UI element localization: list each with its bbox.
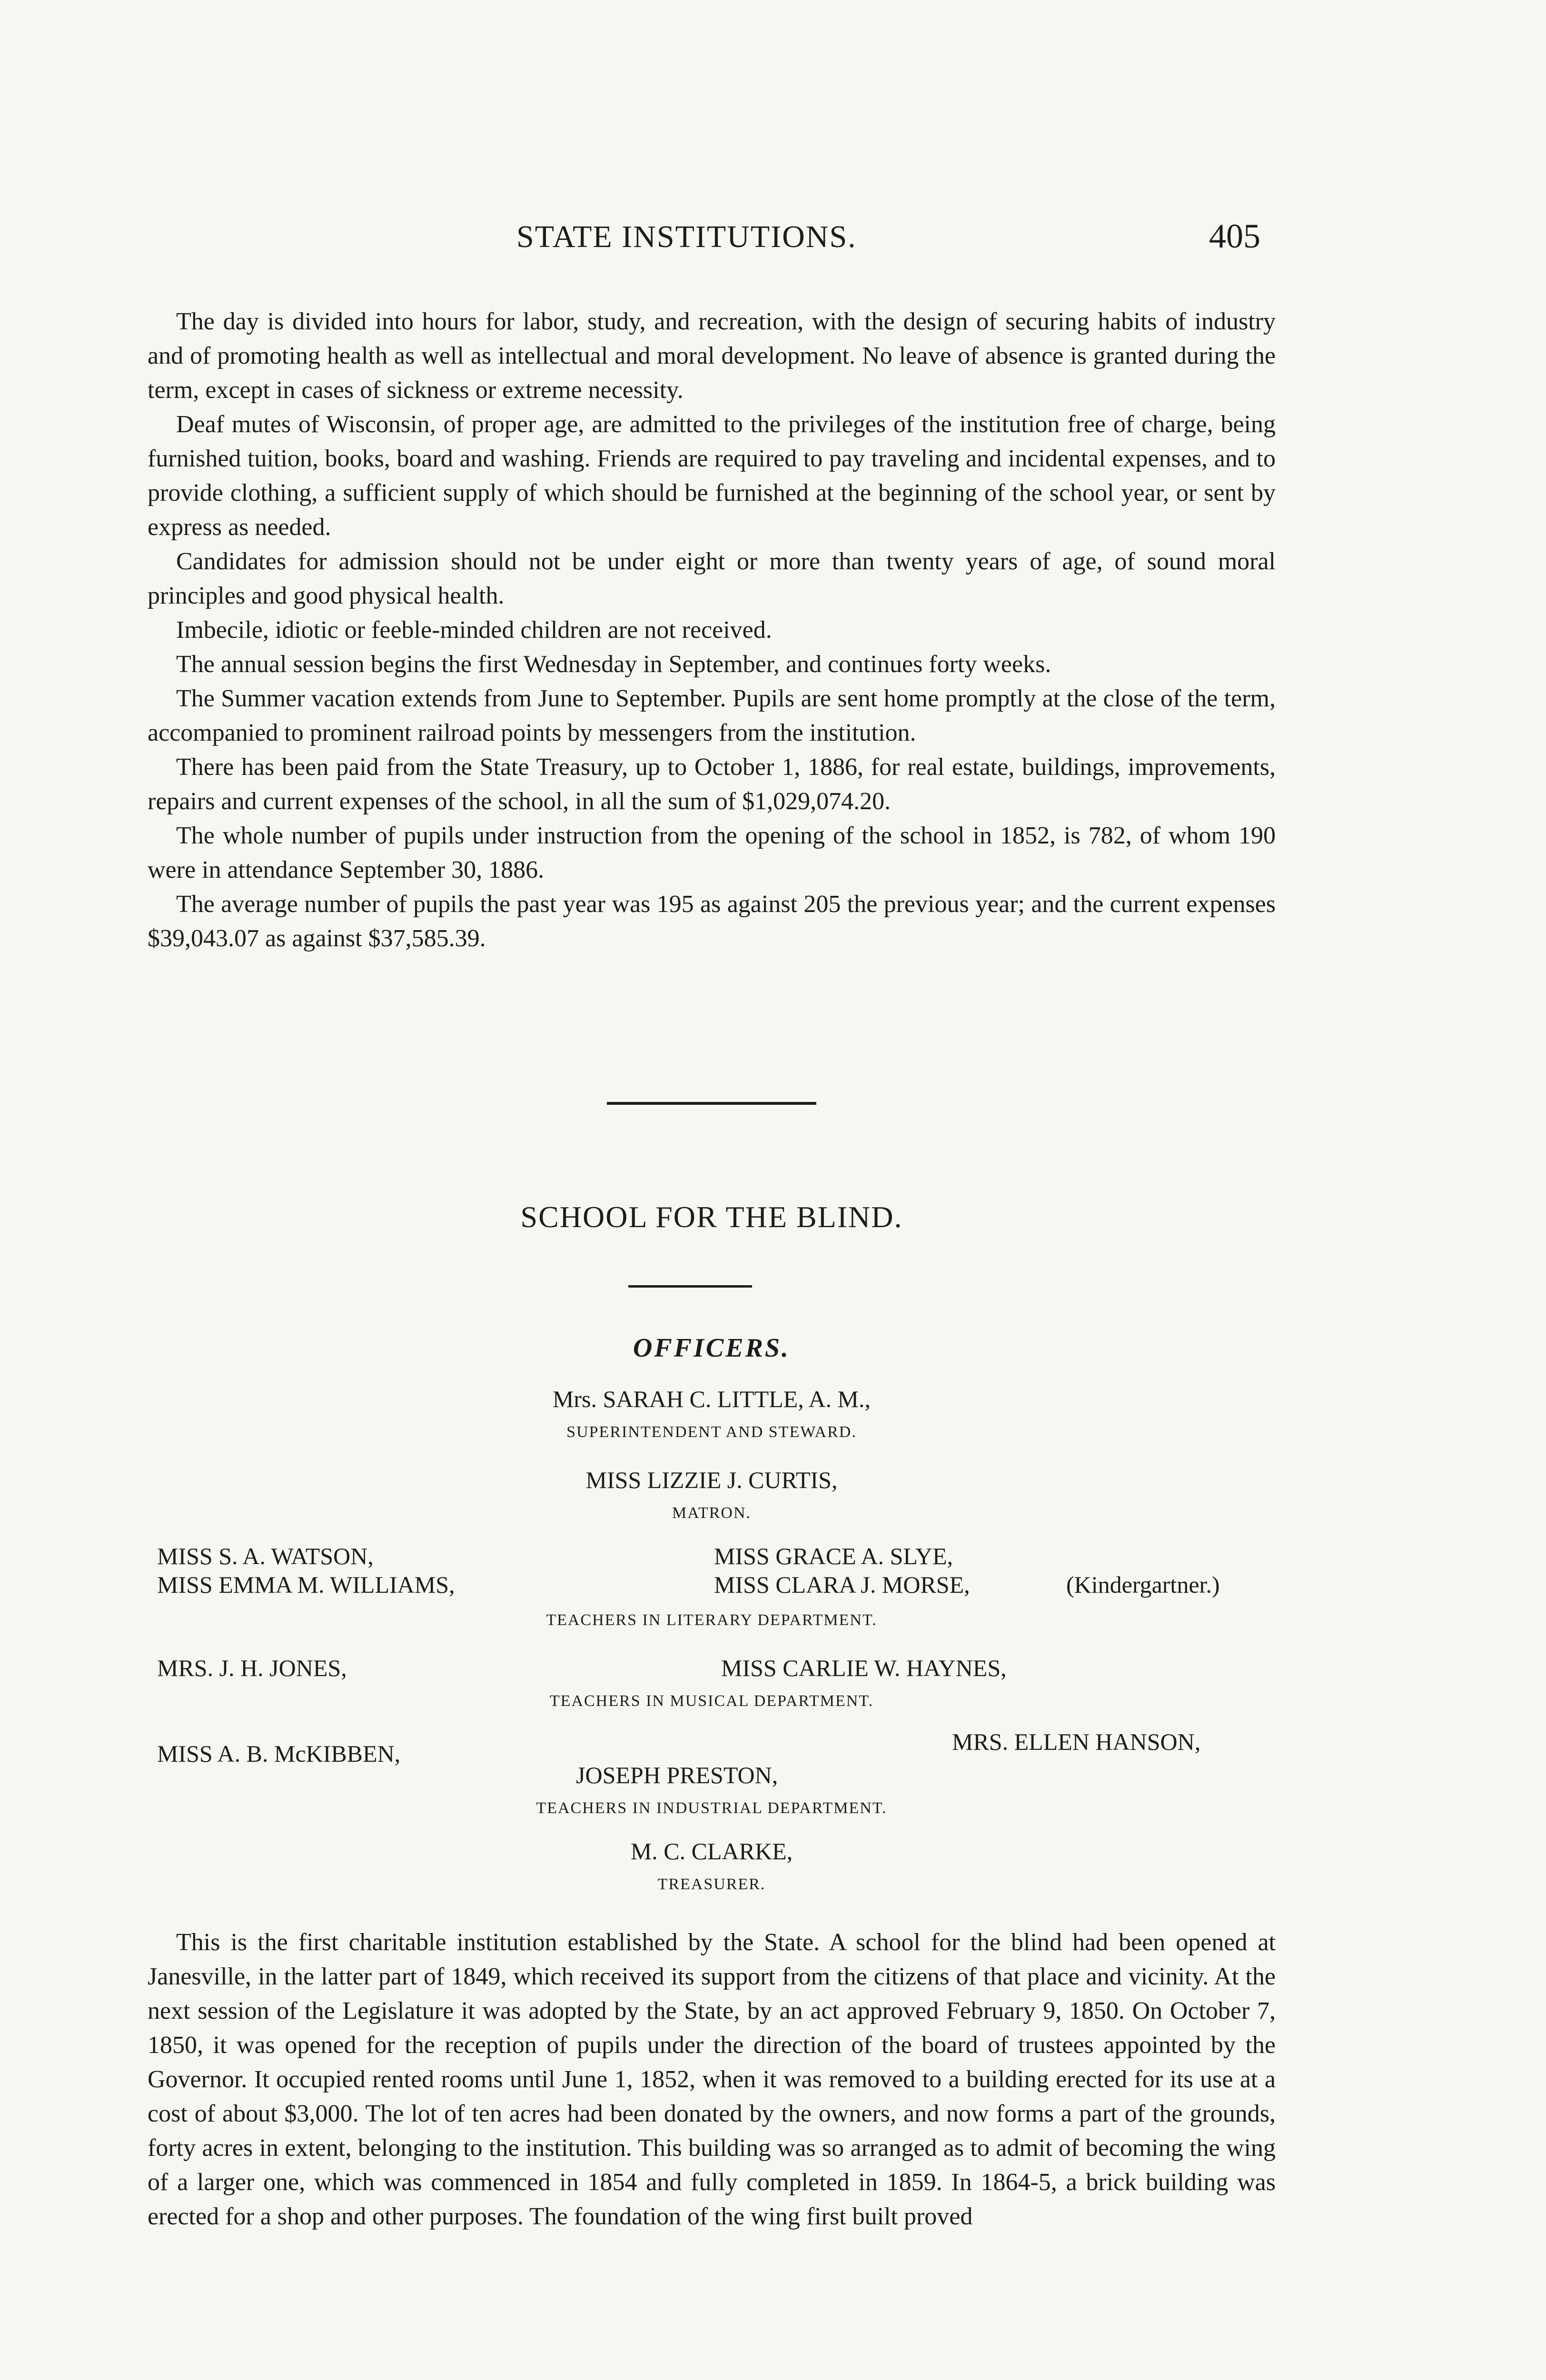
literary-teacher: MISS EMMA M. WILLIAMS, xyxy=(157,1571,455,1598)
paragraph: There has been paid from the State Treasury, up to October 1, 1886, for real estate, buildings, improvements, repairs and current expenses of the school, in all the sum of $1,029,074.20. xyxy=(148,754,1276,815)
paragraph: The Summer vacation extends from June to September. Pupils are sent home promptly at the close of the term, accompanied to prominent railroad points by messengers from the institution. xyxy=(148,685,1276,746)
literary-teacher: MISS S. A. WATSON, xyxy=(157,1543,374,1569)
paragraph: Candidates for admission should not be under eight or more than twenty years of age, of sound moral principles and good physical health. xyxy=(148,548,1276,609)
section-divider xyxy=(607,1102,816,1105)
paragraph: The whole number of pupils under instruction from the opening of the school in 1852, is 782, of whom 190 were in attendance September 30, 1886. xyxy=(148,822,1276,883)
superintendent-role: SUPERINTENDENT AND STEWARD. xyxy=(566,1423,857,1441)
superintendent-name: Mrs. SARAH C. LITTLE, A. M., xyxy=(552,1386,871,1412)
industrial-teacher: MISS A. B. McKIBBEN, xyxy=(157,1740,401,1767)
paragraph: The average number of pupils the past year was 195 as against 205 the previous year; and the current expenses $39,043.07 as against $37,585.39. xyxy=(148,891,1276,952)
literary-teacher: MISS CLARA J. MORSE, xyxy=(714,1571,970,1598)
literary-role: TEACHERS IN LITERARY DEPARTMENT. xyxy=(546,1611,877,1629)
industrial-teacher: MRS. ELLEN HANSON, xyxy=(952,1728,1201,1755)
industrial-teacher: JOSEPH PRESTON, xyxy=(576,1762,778,1788)
section-title: SCHOOL FOR THE BLIND. xyxy=(520,1200,903,1234)
matron-name: MISS LIZZIE J. CURTIS, xyxy=(585,1467,838,1493)
paragraph: The day is divided into hours for labor, study, and recreation, with the design of securing habits of industry and of promoting health as well as intellectual and moral development. No leave of absence is granted during the term, except in cases of sickness or extreme necessity. xyxy=(148,308,1276,404)
title-rule xyxy=(628,1285,752,1288)
matron-role: MATRON. xyxy=(672,1504,752,1522)
blind-school-history xyxy=(148,1925,1276,2234)
musical-teacher: MRS. J. H. JONES, xyxy=(157,1655,347,1681)
kindergartner-note: (Kindergartner.) xyxy=(1066,1571,1220,1598)
treasurer-name: M. C. CLARKE, xyxy=(630,1838,793,1864)
musical-teacher: MISS CARLIE W. HAYNES, xyxy=(721,1655,1007,1681)
paragraph: Imbecile, idiotic or feeble-minded children are not received. xyxy=(176,616,772,644)
officers-heading: OFFICERS. xyxy=(633,1333,791,1363)
musical-role: TEACHERS IN MUSICAL DEPARTMENT. xyxy=(549,1692,874,1710)
page-number: 405 xyxy=(1209,217,1260,255)
deaf-school-text xyxy=(148,305,1276,956)
running-header: STATE INSTITUTIONS. xyxy=(516,219,857,254)
treasurer-role: TREASURER. xyxy=(657,1875,766,1893)
paragraph: The annual session begins the first Wednesday in September, and continues forty weeks. xyxy=(176,651,1051,678)
paragraph: Deaf mutes of Wisconsin, of proper age, are admitted to the privileges of the institution free of charge, being furnished tuition, books, board and washing. Friends are required to pay traveling and incidental expenses, and to provide clothing, a sufficient supply of which should be furnished at the beginning of the school year, or sent by express as needed. xyxy=(148,411,1276,541)
industrial-role: TEACHERS IN INDUSTRIAL DEPARTMENT. xyxy=(536,1799,887,1817)
literary-teacher: MISS GRACE A. SLYE, xyxy=(714,1543,953,1569)
paragraph: This is the first charitable institution established by the State. A school for the blind had been opened at Janesville, in the latter part of 1849, which received its support from the citizens of that place and vicinity. At the next session of the Legislature it was adopted by the State, by an act approved February 9, 1850. On October 7, 1850, it was opened for the reception of pupils under the direction of the board of trustees appointed by the Governor. It occupied rented rooms until June 1, 1852, when it was removed to a building erected for its use at a cost of about $3,000. The lot of ten acres had been donated by the owners, and now forms a part of the grounds, forty acres in extent, belonging to the institution. This building was so arranged as to admit of becoming the wing of a larger one, which was commenced in 1854 and fully completed in 1859. In 1864-5, a brick building was erected for a shop and other purposes. The foundation of the wing first built proved xyxy=(148,1929,1276,2230)
